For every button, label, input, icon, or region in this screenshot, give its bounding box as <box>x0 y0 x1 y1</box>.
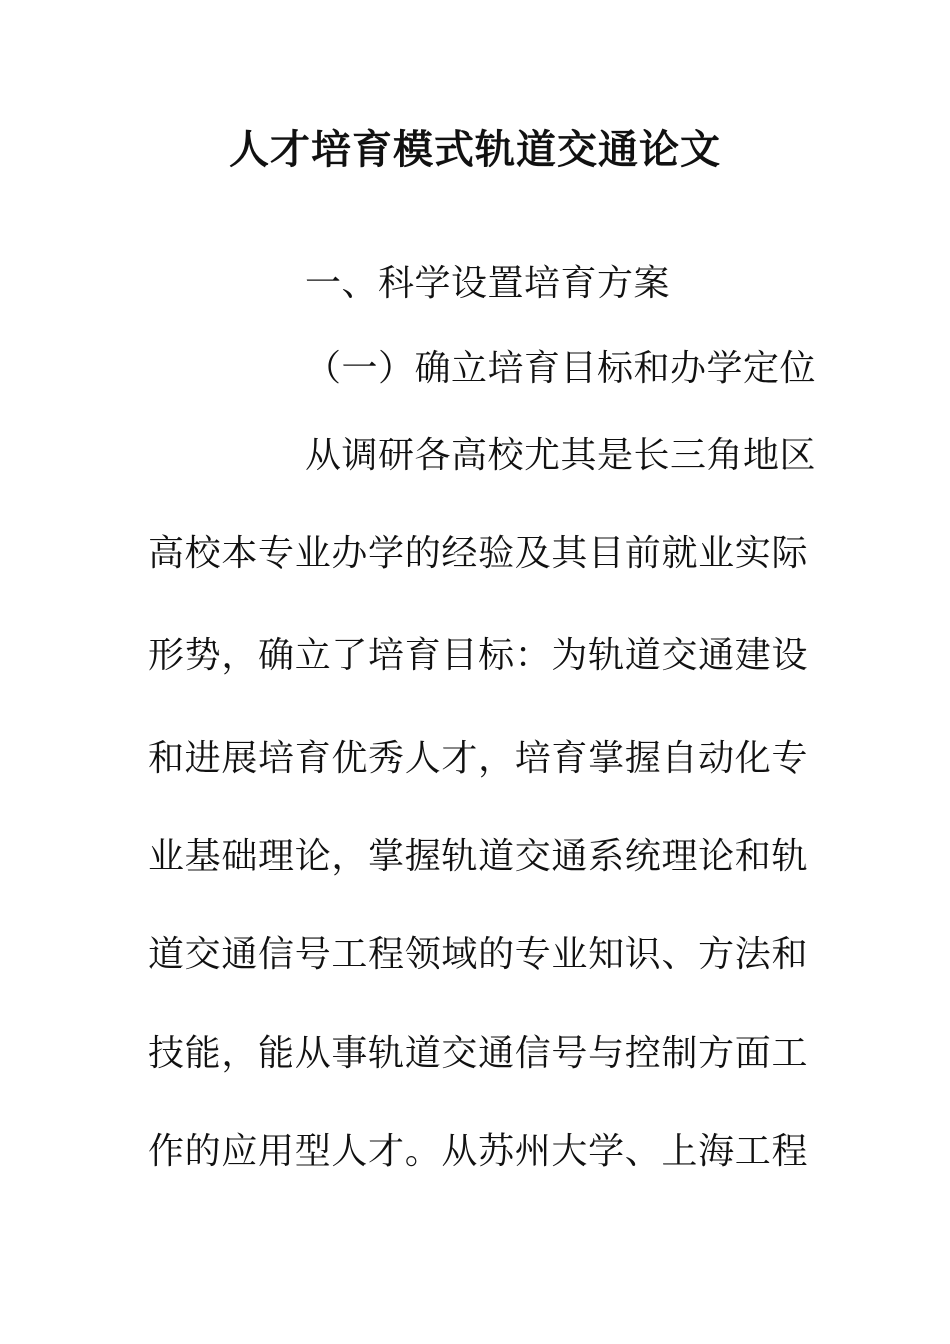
paragraph-line: 从调研各高校尤其是长三角地区 <box>305 435 817 476</box>
subsection-heading: （一）确立培育目标和办学定位 <box>305 348 817 389</box>
paragraph-line: 道交通信号工程领域的专业知识、方法和 <box>148 934 808 975</box>
paragraph-line: 形势，确立了培育目标：为轨道交通建设 <box>148 635 808 676</box>
section-heading: 一、科学设置培育方案 <box>305 263 671 304</box>
paragraph-line: 技能，能从事轨道交通信号与控制方面工 <box>148 1033 808 1074</box>
paragraph-line: 高校本专业办学的经验及其目前就业实际 <box>148 533 808 574</box>
document-title: 人才培育模式轨道交通论文 <box>229 126 721 173</box>
paragraph-line: 和进展培育优秀人才，培育掌握自动化专 <box>148 738 808 779</box>
paragraph-line: 业基础理论，掌握轨道交通系统理论和轨 <box>148 836 808 877</box>
paragraph-line: 作的应用型人才。从苏州大学、上海工程 <box>148 1131 808 1172</box>
